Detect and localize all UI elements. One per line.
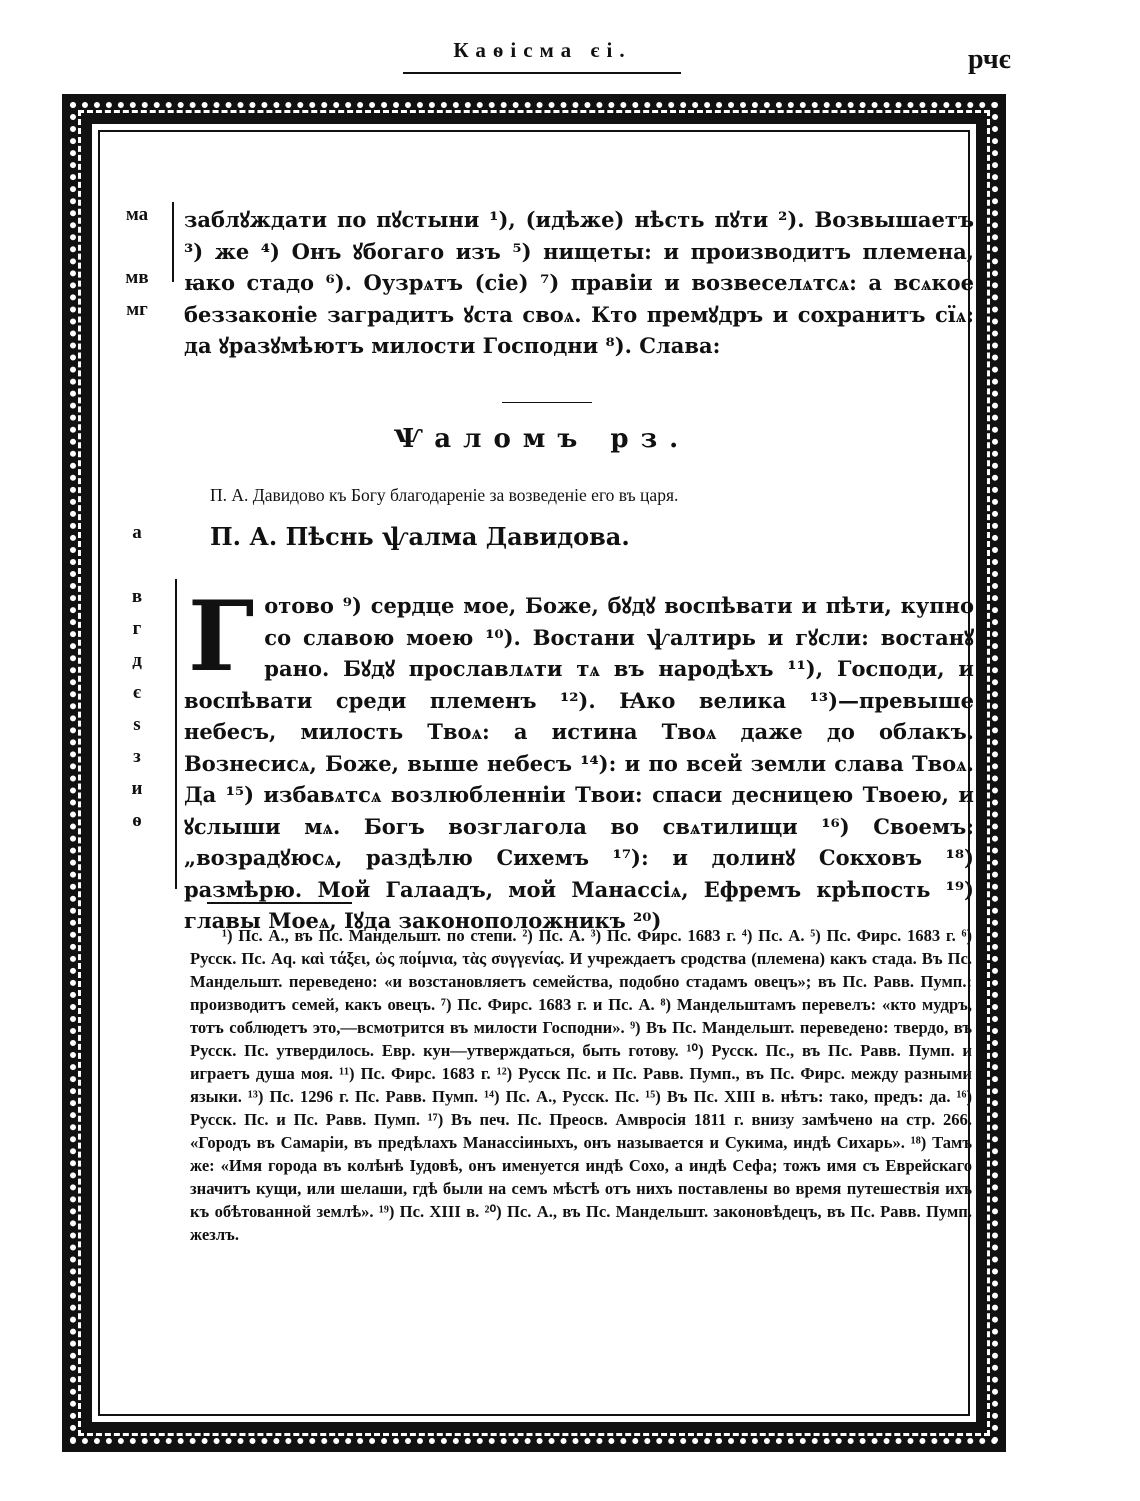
page-number: рчє [968,44,1011,75]
verse-number: д [132,650,142,671]
verse-number: г [132,618,142,639]
verse-numbers-top [102,204,172,362]
verse-number: мв [125,267,149,288]
verse-number [102,554,172,586]
verse-number: в [131,586,143,607]
psalm-body-text: отово ⁹) сердце мое, Боже, бꙋдꙋ воспѣвати и пѣти, купно со славою моею ¹⁰). Востани ѱалтирь и гꙋсли: востанꙋ рано. Бꙋдꙋ прославлѧти тѧ въ народѣхъ ¹¹), Господи, и воспѣвати среди племенъ ¹²). Ꙗко велика ¹³)—превыше небесъ, милость Твоѧ: а истина Твоѧ даже до облакъ. Вознесисѧ, Боже, выше небесъ ¹⁴): и по всей земли слава Твоѧ. Да ¹⁵) избавѧтсѧ возлюбленніи Твои: спаси десницею Твоею, и ꙋслыши мѧ. Богъ возглагола во свѧтилищи ¹⁶) Своемъ: „возрадꙋюсѧ, раздѣлю Сихемъ ¹⁷): и долинꙋ Сокховъ ¹⁸) размѣрю. Мой Галаадъ, мой Манассіѧ, Ефремъ крѣпость ¹⁹) главы Моеѧ, Іꙋда законоположникъ ²⁰) [184,593,974,933]
running-head: Каѳісма єі. [453,38,632,62]
verse-number: ѕ [133,714,141,735]
verse-number [102,330,172,362]
footnotes: ¹) Пс. А., въ Пс. Мандельшт. по степи. ²) Пс. А. ³) Пс. Фирс. 1683 г. ⁴) Пс. А. ⁵) Пс. Фирс. 1683 г. ⁶) Русск. Пс. Aq. καὶ τάξει, ὡς ποίμνια, τὰς συγγενίας. И учреждаетъ сродства (племена) какъ стада. Въ Пс. Мандельшт. переведено: «и возстановляетъ семейства, подобно стадамъ овецъ»; въ Пс. Равв. Пумп.: производитъ семей, какъ овецъ. ⁷) Пс. Фирс. 1683 г. и Пс. А. ⁸) Мандельштамъ перевелъ: «кто мудръ, тотъ соблюдетъ это,—всмотрится въ милости Господни». ⁹) Въ Пс. Мандельшт. переведено: твердо, въ Русск. Пс. утвердилось. Евр. кун—утверждаться, быть готову. ¹⁰) Русск. Пс., въ Пс. Равв. Пумп. и играетъ душа моя. ¹¹) Пс. Фирс. 1683 г. ¹²) Русск Пс. и Пс. Равв. Пумп., въ Пс. Фирс. между разными языки. ¹³) Пс. 1296 г. Пс. Равв. Пумп. ¹⁴) Пс. А., Русск. Пс. ¹⁵) Въ Пс. XIII в. нѣтъ: тако, предъ: да. ¹⁶) Русск. Пс. и Пс. Равв. Пумп. ¹⁷) Въ печ. Пс. Преосв. Амвросія 1811 г. внизу замѣчено на стр. 266. «Городъ въ Самаріи, въ предѣлахъ Манассіиныхъ, онъ называется и Сукима, индѣ Сихарь». ¹⁸) Тамъ же: «Имя города въ колѣнѣ Іудовѣ, онъ именуется индѣ Сохо, а индѣ Сефа; тожъ имя съ Еврейскаго значитъ кущи, или шелаши, гдѣ были на семъ мѣстѣ отъ нихъ поставлены во время путешествія ихъ къ обѣтованной землѣ». ¹⁹) Пс. XIII в. ²⁰) Пс. А., въ Пс. Мандельшт. законовѣдецъ, въ Пс. Равв. Пумп. жезлъ. [190,926,972,1244]
verse-number: ма [125,204,149,225]
top-psalm-text: заблꙋждати по пꙋстыни ¹), (идѣже) нѣсть пꙋти ²). Возвышаетъ ³) же ⁴) Онъ ꙋбогаго изъ ⁵) нищеты: и производитъ племена, ꙗко стадо ⁶). Оузрѧтъ (сіе) ⁷) правіи и возвеселѧтсѧ: а всѧкое беззаконіе заградитъ ꙋста своѧ. Кто премꙋдръ и сохранитъ сїѧ: да ꙋразꙋмѣютъ милости Господни ⁸). Слава: [184,207,974,358]
psalm-title: Ѱаломъ рз. [393,424,691,454]
verse-number: а [132,522,142,543]
psalm-summary: П. А. Давидово къ Богу благодареніе за возведеніе его въ царя. [210,485,679,505]
head-rule [403,72,681,74]
verse-number [102,236,172,268]
margin-rule-left-psalm [175,579,177,889]
verse-numbers-psalm [102,522,172,842]
footnotes-rule [207,902,352,904]
verse-number: мг [126,298,148,320]
verse-number: з [133,746,141,767]
verse-number: и [131,778,143,799]
psalm-body [184,580,974,937]
ornamental-frame [62,94,1006,1452]
verse-number: ѳ [132,810,142,831]
verse-number: є [132,682,142,703]
drop-cap: Г [188,580,255,693]
psalm-inscription: П. А. Пѣснь ѱалма Давидова. [210,522,630,551]
section-divider [502,402,592,403]
margin-rule-left [172,202,174,282]
